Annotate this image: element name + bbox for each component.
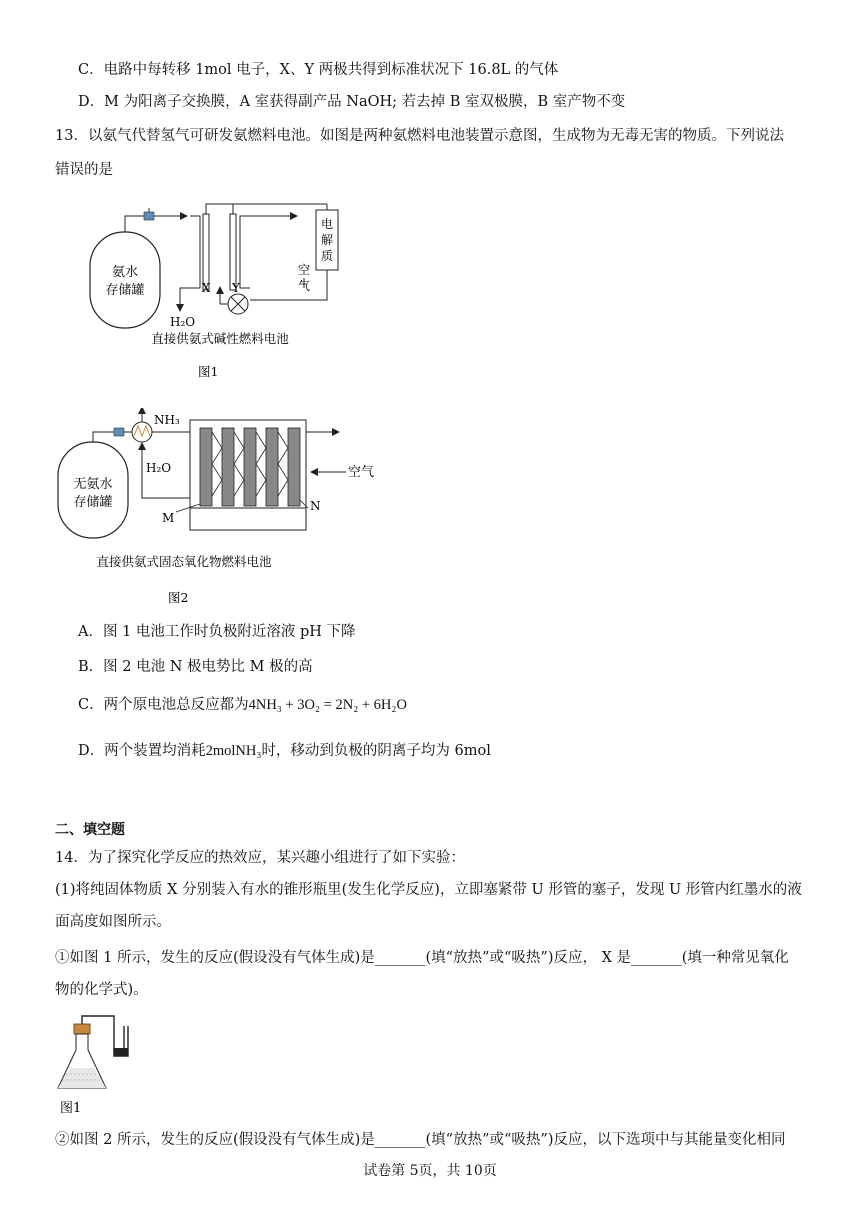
fig1-air-1: 空 <box>298 263 311 277</box>
q13-option-a: A．图 1 电池工作时负极附近溶液 pH 下降 <box>78 624 356 640</box>
fig1-air-2: 气 <box>298 279 311 293</box>
fig1-label-x: X <box>201 281 211 295</box>
fig1-electrolyte-2: 解 <box>320 233 334 247</box>
fig1-label-y: Y <box>232 281 240 295</box>
fig2-air: 空气 <box>348 465 375 480</box>
fig1-caption: 直接供氨式碱性燃料电池 <box>151 331 289 346</box>
fig2-label: 图2 <box>168 590 189 605</box>
q13-option-d-suffix: 时，移动到负极的阴离子均为 6mol <box>261 743 491 759</box>
page-footer: 试卷第 5页，共 10页 <box>363 1163 497 1179</box>
fig1-electrolyte-3: 质 <box>320 249 334 263</box>
figure-1-alkaline-fuel-cell <box>80 196 360 386</box>
q14-sub2-line1: ②如图 2 所示，发生的反应(假设没有气体生成)是_______(填“放热”或“吸热”)反应，以下选项中与其能量变化相同 <box>55 1132 786 1148</box>
fig2-h2o: H₂O <box>146 461 172 475</box>
q13-option-d-prefix: D．两个装置均消耗 <box>78 743 206 759</box>
q13-option-c-formula: 4NH₃ + 3O₂ = 2N₂ + 6H₂O <box>248 697 407 713</box>
q13-stem-line1: 13．以氨气代替氢气可研发氨燃料电池。如图是两种氨燃料电池装置示意图，生成物为无毒无害的物质。下列说法 <box>55 128 784 144</box>
q13-option-b: B．图 2 电池 N 极电势比 M 极的高 <box>78 659 313 675</box>
q12-option-c: C．电路中每转移 1mol 电子，X、Y 两极共得到标准状况下 16.8L 的气体 <box>78 62 559 78</box>
fig2-caption: 直接供氨式固态氧化物燃料电池 <box>96 554 272 569</box>
fig1-h2o: H₂O <box>170 315 196 329</box>
fig2-label-m: M <box>162 511 175 525</box>
fig1-tank-label-2: 存储罐 <box>105 283 145 298</box>
fig2-tank-label-2: 存储罐 <box>73 495 113 510</box>
figure-2-solid-oxide-fuel-cell <box>50 408 390 608</box>
q13-option-c <box>78 695 407 715</box>
q14-sub1-line2: 物的化学式)。 <box>55 982 148 998</box>
q14-part1-line1: (1)将纯固体物质 X 分别装入有水的锥形瓶里(发生化学反应)，立即塞紧带 U 形管的塞子，发现 U 形管内红墨水的液 <box>55 882 802 898</box>
q12-option-d: D．M 为阳离子交换膜，A 室获得副产品 NaOH; 若去掉 B 室双极膜，B 室产物不变 <box>78 94 626 110</box>
q14-fig1-label: 图1 <box>60 1101 82 1116</box>
q13-option-d <box>78 741 491 761</box>
q13-stem-line2: 错误的是 <box>55 162 113 178</box>
fig1-label: 图1 <box>198 364 219 379</box>
section-title: 二、填空题 <box>55 822 125 838</box>
fig2-tank-label-1: 无氨水 <box>73 477 113 492</box>
q13-option-c-text: C．两个原电池总反应都为 <box>78 697 249 713</box>
q14-stem: 14．为了探究化学反应的热效应，某兴趣小组进行了如下实验： <box>55 850 465 866</box>
fig2-label-n: N <box>310 499 321 513</box>
fig2-nh3: NH₃ <box>154 413 180 427</box>
q14-sub1-line1: ①如图 1 所示，发生的反应(假设没有气体生成)是_______(填“放热”或“吸热”)反应， X 是_______(填一种常见氧化 <box>55 950 789 966</box>
q13-option-d-formula: 2molNH₃ <box>205 743 262 759</box>
fig1-tank-label-1: 氨水 <box>111 265 139 280</box>
q14-figure-1-flask <box>50 1012 150 1118</box>
fig1-electrolyte-1: 电 <box>320 217 334 231</box>
q14-part1-line2: 面高度如图所示。 <box>55 914 171 930</box>
